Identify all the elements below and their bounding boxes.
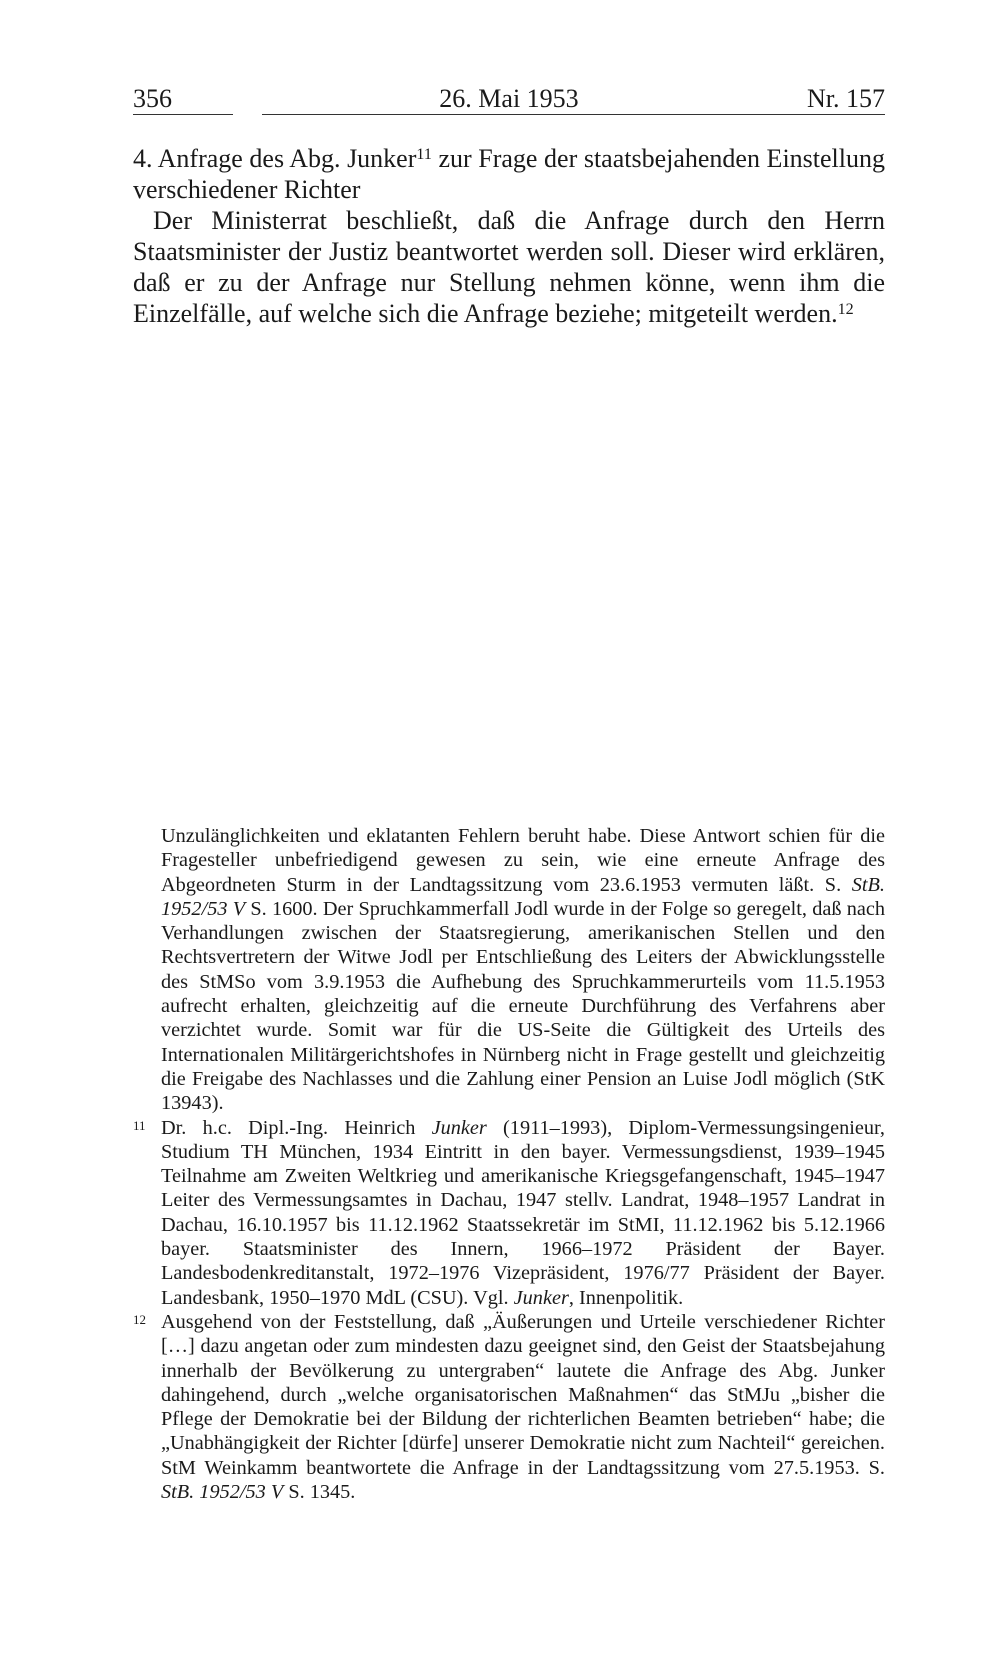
- running-header: [133, 84, 885, 116]
- footnote-continued: Unzulänglichkeiten und eklatanten Fehlern beruht habe. Diese Antwort schien für die Fragesteller unbefriedigend gewesen zu sein, wie eine erneute Anfrage des Abgeordneten Sturm in der Landtagssitzung vom 23.6.1953 vermuten läßt. S. StB. 1952/53 V S. 1600. Der Spruchkammerfall Jodl wurde in der Folge so geregelt, daß nach Verhandlungen zwischen der Staatsregierung, amerikanischen Stellen und den Rechtsvertretern der Witwe Jodl per Entschließung des Leiters der Abwicklungsstelle des StMSo vom 3.9.1953 die Aufhebung des Spruchkammerurteils vom 11.5.1953 aufrecht erhalten, gleichzeitig auf die erneute Durchführung des Verfahrens aber verzichtet wurde. Somit war für die US-Seite die Gültigkeit des Urteils des Internationalen Militärgerichtshofes in Nürnberg nicht in Frage gestellt und gleichzeitig die Freigabe des Nachlasses und die Zahlung einer Pension an Luise Jodl möglich (StK 13943).: [161, 825, 886, 1115]
- header-rule-left: [133, 114, 233, 115]
- footnotes: [133, 824, 885, 1504]
- footnote-11: 11 Dr. h.c. Dipl.-Ing. Heinrich Junker (1911–1993), Diplom-Vermessungsingenieur, Studium TH München, 1934 Eintritt in den bayer. Vermessungsdienst, 1939–1945 Teilnahme am Zweiten Weltkrieg und amerikanische Kriegsgefangenschaft, 1945–1947 Leiter des Vermessungsamtes in Dachau, 1947 stellv. Landrat, 1948–1957 Landrat in Dachau, 16.10.1957 bis 11.12.1962 Staatssekretär im StMI, 11.12.1962 bis 5.12.1966 bayer. Staatsminister des Innern, 1966–1972 Präsident der Bayer. Landesbodenkreditanstalt, 1972–1976 Vizepräsident, 1976/77 Präsident der Bayer. Landesbank, 1950–1970 MdL (CSU). Vgl. Junker, Innenpolitik.: [133, 1116, 886, 1309]
- resolution-paragraph: Der Ministerrat beschließt, daß die Anfrage durch den Herrn Staatsminister der Justiz beantwortet werden soll. Dieser wird erklären, daß er zu der Anfrage nur Stellung nehmen könne, wenn ihm die Einzelfälle, auf welche sich die Anfrage beziehe; mitgeteilt werden.$^{12}$: [133, 206, 885, 328]
- agenda-item-title: 4. Anfrage des Abg. Junker$^{11}$ zur Frage der staatsbejahenden Einstellung verschiedener Richter: [133, 144, 885, 204]
- footnote-ref-12[interactable]: 12: [837, 300, 854, 318]
- page-number: 356: [133, 84, 172, 113]
- header-date: 26. Mai 1953: [439, 84, 579, 113]
- header-rule-right: [262, 114, 885, 115]
- footnote-ref-11[interactable]: 11: [416, 145, 432, 163]
- footnote-12: 12 Ausgehend von der Feststellung, daß „Äußerungen und Urteile verschiedener Richter […] dazu angetan oder zum mindesten dazu geeignet sind, den Geist der Staatsbejahung innerhalb der Bevölkerung zu untergraben“ lautete die Anfrage des Abg. Junker dahingehend, durch „welche organisatorischen Maßnahmen“ das StMJu „bisher die Pflege der Demokratie bei der Bildung der richterlichen Beamten betrieben“ habe; die „Unabhängigkeit der Richter [dürfe] unserer Demokratie nicht zum Nachteil“ gereichen. StM Weinkamm beantwortete die Anfrage in der Landtagssitzung vom 27.5.1953. S. StB. 1952/53 V S. 1345.: [133, 1310, 885, 1504]
- header-issue-number: Nr. 157: [807, 84, 885, 113]
- main-text: [133, 143, 885, 329]
- footnote-number: 11: [133, 1117, 146, 1133]
- footnote-number: 12: [133, 1311, 146, 1327]
